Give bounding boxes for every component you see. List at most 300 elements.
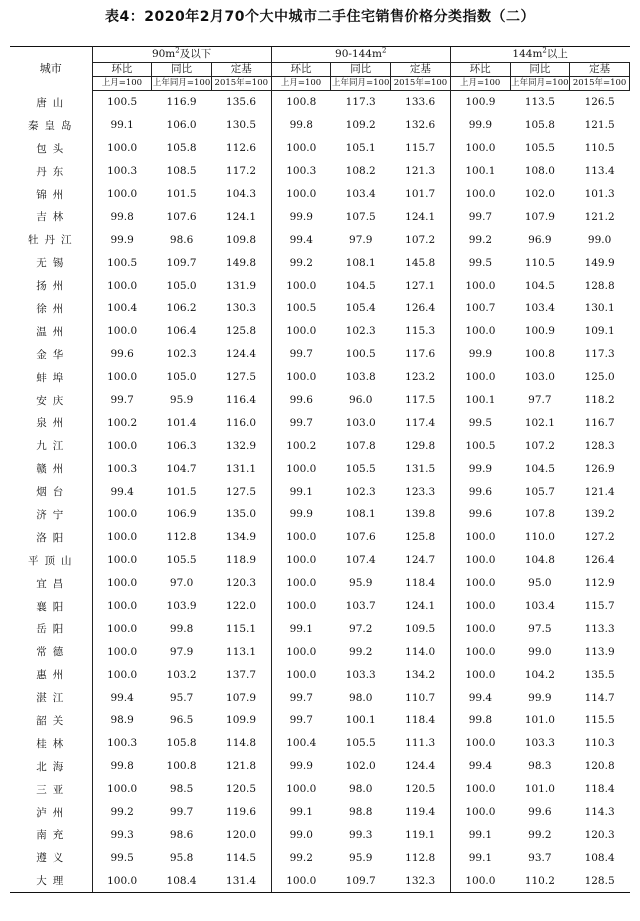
table-row — [10, 137, 630, 160]
index-value: 95.7 — [169, 691, 194, 704]
index-value: 100.0 — [271, 572, 331, 595]
index-value: 100.0 — [450, 183, 510, 206]
base-header: 2015年=100 — [570, 77, 630, 91]
index-value: 117.3 — [345, 96, 376, 109]
index-value: 110.0 — [524, 531, 555, 544]
metric-header: 同比 — [510, 63, 570, 77]
index-value: 100.0 — [450, 640, 510, 663]
index-value: 128.8 — [584, 279, 615, 292]
index-value: 125.8 — [226, 325, 257, 338]
index-value: 116.4 — [226, 394, 257, 407]
index-value: 103.8 — [345, 371, 376, 384]
index-value: 100.0 — [450, 732, 510, 755]
table-row — [10, 846, 630, 869]
base-header: 上月=100 — [450, 77, 510, 91]
index-value: 106.4 — [166, 325, 197, 338]
index-value: 100.0 — [450, 869, 510, 892]
city-name: 无锡 — [10, 251, 92, 274]
index-value: 99.5 — [450, 411, 510, 434]
index-value: 100.0 — [271, 595, 331, 618]
index-value: 98.0 — [349, 783, 373, 796]
index-value: 118.4 — [405, 714, 436, 727]
index-value: 100.2 — [92, 411, 152, 434]
index-value: 100.0 — [271, 183, 331, 206]
index-value: 100.0 — [450, 595, 510, 618]
table-row — [10, 228, 630, 251]
index-value: 99.8 — [92, 755, 152, 778]
index-value: 99.3 — [92, 824, 152, 847]
index-value: 98.5 — [169, 783, 194, 796]
index-value: 100.0 — [92, 183, 152, 206]
index-value: 118.4 — [405, 577, 436, 590]
city-name: 赣州 — [10, 457, 92, 480]
index-value: 125.0 — [584, 371, 615, 384]
index-value: 120.5 — [405, 783, 436, 796]
index-value: 99.9 — [450, 343, 510, 366]
index-value: 109.2 — [345, 119, 376, 132]
index-value: 126.9 — [584, 462, 615, 475]
table-row — [10, 434, 630, 457]
index-value: 114.5 — [226, 851, 257, 864]
index-value: 97.9 — [169, 645, 194, 658]
index-value: 130.3 — [226, 302, 257, 315]
index-value: 99.1 — [450, 824, 510, 847]
index-value: 99.7 — [271, 709, 331, 732]
city-name: 锦州 — [10, 183, 92, 206]
index-value: 95.9 — [169, 394, 194, 407]
index-value: 105.0 — [166, 371, 197, 384]
index-value: 99.2 — [271, 846, 331, 869]
index-value: 98.8 — [349, 806, 373, 819]
index-value: 109.1 — [584, 325, 615, 338]
table-row — [10, 778, 630, 801]
index-value: 99.1 — [271, 617, 331, 640]
index-value: 100.0 — [271, 366, 331, 389]
index-value: 114.0 — [405, 645, 436, 658]
index-value: 95.9 — [349, 851, 373, 864]
index-value: 100.0 — [92, 595, 152, 618]
index-value: 100.0 — [92, 434, 152, 457]
index-value: 99.5 — [92, 846, 152, 869]
table-row — [10, 160, 630, 183]
table-row — [10, 709, 630, 732]
base-header: 上年同月=100 — [152, 77, 212, 91]
index-value: 100.0 — [271, 320, 331, 343]
table-row — [10, 549, 630, 572]
index-value: 99.9 — [528, 691, 552, 704]
index-value: 132.9 — [226, 439, 257, 452]
index-value: 114.8 — [226, 737, 257, 750]
city-name: 秦皇岛 — [10, 114, 92, 137]
index-value: 100.0 — [271, 457, 331, 480]
index-value: 100.0 — [92, 778, 152, 801]
index-value: 110.2 — [510, 869, 570, 892]
index-value: 99.9 — [271, 503, 331, 526]
index-value: 121.3 — [405, 165, 436, 178]
metric-header: 同比 — [331, 63, 391, 77]
index-value: 99.2 — [349, 645, 373, 658]
index-value: 108.0 — [524, 165, 555, 178]
table-row — [10, 91, 630, 114]
index-value: 99.6 — [92, 343, 152, 366]
index-value: 105.1 — [345, 142, 376, 155]
index-value: 100.0 — [450, 663, 510, 686]
index-value: 99.7 — [92, 389, 152, 412]
table-row — [10, 411, 630, 434]
index-value: 100.0 — [92, 617, 152, 640]
table-row — [10, 617, 630, 640]
table-row — [10, 457, 630, 480]
index-value: 113.3 — [584, 622, 615, 635]
index-value: 120.0 — [226, 828, 257, 841]
index-value: 99.6 — [450, 480, 510, 503]
table-row — [10, 824, 630, 847]
index-value: 97.2 — [349, 622, 373, 635]
metric-header: 定基 — [211, 63, 271, 77]
index-value: 129.8 — [405, 439, 436, 452]
index-value: 97.0 — [169, 577, 194, 590]
city-name: 大理 — [10, 869, 92, 892]
index-value: 103.4 — [345, 188, 376, 200]
table-row — [10, 869, 630, 892]
index-value: 99.1 — [450, 846, 510, 869]
index-value: 98.3 — [528, 760, 552, 773]
index-value: 99.4 — [92, 480, 152, 503]
index-value: 119.1 — [405, 828, 436, 841]
index-value: 126.4 — [584, 554, 615, 567]
index-value: 99.0 — [271, 824, 331, 847]
city-name: 温州 — [10, 320, 92, 343]
index-value: 99.7 — [271, 686, 331, 709]
index-value: 105.8 — [524, 119, 555, 132]
index-value: 127.5 — [226, 485, 257, 498]
index-value: 118.2 — [584, 394, 615, 407]
index-value: 109.9 — [226, 714, 257, 727]
index-value: 131.1 — [226, 462, 257, 475]
index-value: 134.2 — [405, 668, 436, 681]
city-name: 包头 — [10, 137, 92, 160]
index-value: 99.9 — [450, 114, 510, 137]
table-row — [10, 114, 630, 137]
index-value: 112.8 — [405, 851, 436, 864]
table-row — [10, 640, 630, 663]
index-value: 145.8 — [405, 256, 436, 269]
index-value: 100.0 — [450, 801, 510, 824]
index-value: 128.5 — [570, 869, 630, 892]
index-value: 100.2 — [271, 434, 331, 457]
index-value: 123.2 — [405, 371, 436, 384]
index-value: 108.4 — [152, 869, 212, 892]
index-value: 99.7 — [450, 205, 510, 228]
index-value: 99.9 — [271, 205, 331, 228]
index-value: 134.9 — [226, 531, 257, 544]
index-value: 99.0 — [587, 233, 612, 246]
city-name: 牡丹江 — [10, 228, 92, 251]
index-value: 99.8 — [271, 114, 331, 137]
index-value: 127.1 — [405, 279, 436, 292]
index-value: 100.0 — [92, 526, 152, 549]
index-value: 121.5 — [584, 119, 615, 132]
table-row — [10, 320, 630, 343]
index-value: 98.6 — [169, 828, 194, 841]
index-value: 130.5 — [226, 119, 257, 132]
city-name: 遵义 — [10, 846, 92, 869]
index-value: 119.6 — [226, 806, 257, 819]
index-value: 99.8 — [169, 622, 194, 635]
index-value: 100.0 — [271, 137, 331, 160]
index-value: 117.6 — [405, 348, 436, 361]
index-value: 120.3 — [584, 828, 615, 841]
city-name: 吉林 — [10, 205, 92, 228]
index-value: 99.6 — [450, 503, 510, 526]
index-value: 100.5 — [92, 251, 152, 274]
index-value: 124.4 — [226, 348, 257, 361]
table-row — [10, 205, 630, 228]
index-value: 104.2 — [524, 668, 555, 681]
index-value: 113.1 — [226, 645, 257, 658]
index-value: 108.2 — [345, 165, 376, 178]
index-value: 139.8 — [405, 508, 436, 521]
index-value: 105.5 — [524, 142, 555, 155]
index-value: 97.5 — [528, 622, 552, 635]
index-value: 100.3 — [92, 457, 152, 480]
index-value: 124.1 — [226, 210, 257, 223]
index-value: 99.4 — [92, 686, 152, 709]
base-header: 上年同月=100 — [510, 77, 570, 91]
index-value: 103.3 — [345, 668, 376, 681]
index-value: 116.0 — [226, 416, 257, 429]
city-name: 桂林 — [10, 732, 92, 755]
index-value: 100.0 — [92, 572, 152, 595]
index-value: 109.7 — [331, 869, 391, 892]
index-value: 126.5 — [584, 96, 615, 109]
metric-header: 环比 — [450, 63, 510, 77]
index-value: 100.8 — [524, 348, 555, 361]
index-value: 124.4 — [405, 760, 436, 773]
index-value: 137.7 — [226, 668, 257, 681]
index-value: 100.0 — [92, 320, 152, 343]
index-value: 102.0 — [345, 760, 376, 773]
index-value: 100.7 — [450, 297, 510, 320]
index-value: 95.9 — [349, 577, 373, 590]
index-value: 125.8 — [405, 531, 436, 544]
index-value: 117.4 — [405, 416, 436, 429]
index-value: 102.3 — [166, 348, 197, 361]
index-value: 100.0 — [450, 274, 510, 297]
index-value: 98.0 — [349, 691, 373, 704]
city-name: 唐山 — [10, 91, 92, 114]
index-value: 99.9 — [92, 228, 152, 251]
index-value: 104.7 — [166, 462, 197, 475]
city-name: 济宁 — [10, 503, 92, 526]
city-name: 襄阳 — [10, 595, 92, 618]
table-row — [10, 480, 630, 503]
city-column-header: 城市 — [10, 47, 92, 91]
city-name: 扬州 — [10, 274, 92, 297]
index-value: 100.1 — [345, 714, 376, 727]
table-row — [10, 572, 630, 595]
index-value: 117.3 — [584, 348, 615, 361]
index-value: 121.8 — [226, 760, 257, 773]
city-name: 岳阳 — [10, 617, 92, 640]
base-header: 上月=100 — [271, 77, 331, 91]
index-value: 99.2 — [528, 828, 552, 841]
index-value: 100.0 — [271, 549, 331, 572]
group-header-large: $144m^2$以上 — [450, 47, 629, 63]
index-value: 114.3 — [584, 806, 615, 819]
index-value: 99.1 — [92, 114, 152, 137]
index-value: 115.1 — [226, 622, 257, 635]
index-value: 100.0 — [450, 320, 510, 343]
index-value: 103.0 — [345, 416, 376, 429]
index-value: 101.0 — [524, 783, 555, 796]
index-value: 100.4 — [271, 732, 331, 755]
index-value: 135.0 — [226, 508, 257, 521]
index-value: 93.7 — [528, 851, 552, 864]
index-value: 107.2 — [405, 233, 436, 246]
table-row — [10, 503, 630, 526]
index-value: 149.9 — [584, 256, 615, 269]
city-name: 泉州 — [10, 411, 92, 434]
index-value: 115.3 — [405, 325, 436, 338]
city-name: 蚌埠 — [10, 366, 92, 389]
index-value: 115.7 — [584, 600, 615, 613]
index-value: 113.5 — [524, 96, 555, 109]
city-name: 安庆 — [10, 389, 92, 412]
index-value: 104.5 — [524, 462, 555, 475]
index-value: 104.5 — [524, 279, 555, 292]
index-value: 132.6 — [405, 119, 436, 132]
index-value: 123.3 — [405, 485, 436, 498]
index-value: 102.1 — [524, 416, 555, 429]
city-name: 徐州 — [10, 297, 92, 320]
table-row — [10, 366, 630, 389]
index-value: 102.3 — [345, 325, 376, 338]
index-value: 99.8 — [92, 205, 152, 228]
index-value: 135.5 — [584, 668, 615, 681]
table-row — [10, 183, 630, 206]
index-value: 130.1 — [584, 302, 615, 315]
index-value: 99.9 — [450, 457, 510, 480]
group-header-medium: $90-144m^2$ — [271, 47, 450, 63]
index-value: 124.1 — [405, 600, 436, 613]
index-value: 100.0 — [92, 869, 152, 892]
index-value: 120.8 — [584, 760, 615, 773]
metric-header: 环比 — [92, 63, 152, 77]
index-value: 117.2 — [226, 165, 257, 178]
index-value: 99.6 — [271, 389, 331, 412]
index-value: 120.3 — [226, 577, 257, 590]
index-value: 109.8 — [226, 233, 257, 246]
index-value: 131.5 — [405, 462, 436, 475]
index-value: 107.6 — [345, 531, 376, 544]
city-name: 洛阳 — [10, 526, 92, 549]
index-value: 99.4 — [450, 755, 510, 778]
index-value: 112.6 — [226, 142, 257, 155]
index-value: 102.3 — [345, 485, 376, 498]
index-value: 97.7 — [528, 394, 552, 407]
index-value: 124.7 — [405, 554, 436, 567]
index-value: 100.0 — [92, 549, 152, 572]
index-value: 107.2 — [524, 439, 555, 452]
index-value: 100.0 — [271, 274, 331, 297]
index-value: 131.4 — [211, 869, 271, 892]
index-value: 100.8 — [166, 760, 197, 773]
index-value: 101.7 — [405, 188, 436, 200]
city-name: 泸州 — [10, 801, 92, 824]
city-name: 惠州 — [10, 663, 92, 686]
table-title: 表4：2020年2月70个大中城市二手住宅销售价格分类指数（二） — [105, 9, 535, 25]
base-header: 2015年=100 — [211, 77, 271, 91]
index-value: 122.0 — [226, 600, 257, 613]
index-value: 107.9 — [226, 691, 257, 704]
index-value: 118.9 — [226, 554, 257, 567]
table-row — [10, 389, 630, 412]
index-value: 110.5 — [524, 256, 555, 269]
index-value: 124.1 — [405, 210, 436, 223]
index-value: 128.3 — [584, 439, 615, 452]
index-value: 105.5 — [166, 554, 197, 567]
index-value: 118.4 — [584, 783, 615, 796]
index-value: 100.5 — [92, 91, 152, 114]
index-value: 103.7 — [345, 600, 376, 613]
index-value: 99.7 — [271, 343, 331, 366]
index-value: 133.6 — [405, 96, 436, 109]
index-value: 105.0 — [166, 279, 197, 292]
city-name: 北海 — [10, 755, 92, 778]
metric-header: 环比 — [271, 63, 331, 77]
index-value: 100.0 — [450, 366, 510, 389]
index-value: 121.4 — [584, 485, 615, 498]
index-value: 135.6 — [226, 96, 257, 109]
index-value: 126.4 — [405, 302, 436, 315]
index-value: 99.4 — [271, 228, 331, 251]
index-value: 100.4 — [92, 297, 152, 320]
index-value: 99.1 — [271, 480, 331, 503]
index-value: 100.0 — [92, 663, 152, 686]
table-header — [10, 47, 630, 91]
index-value: 100.0 — [92, 137, 152, 160]
index-value: 110.3 — [584, 737, 615, 750]
index-value: 116.9 — [166, 96, 197, 109]
index-value: 107.6 — [166, 210, 197, 223]
table-row — [10, 801, 630, 824]
index-value: 100.0 — [450, 549, 510, 572]
index-value: 103.4 — [524, 302, 555, 315]
index-value: 107.9 — [524, 210, 555, 223]
price-index-table — [10, 46, 630, 893]
index-value: 100.0 — [450, 617, 510, 640]
index-value: 100.9 — [450, 91, 510, 114]
index-value: 115.5 — [584, 714, 615, 727]
base-header: 上月=100 — [92, 77, 152, 91]
index-value: 99.9 — [271, 755, 331, 778]
index-value: 99.7 — [271, 411, 331, 434]
index-value: 100.9 — [524, 325, 555, 338]
index-value: 100.5 — [450, 434, 510, 457]
city-name: 常德 — [10, 640, 92, 663]
index-value: 103.4 — [524, 600, 555, 613]
index-value: 99.5 — [450, 251, 510, 274]
table-row — [10, 297, 630, 320]
index-value: 99.0 — [528, 645, 552, 658]
index-value: 107.8 — [345, 439, 376, 452]
index-value: 100.0 — [271, 778, 331, 801]
index-value: 100.3 — [271, 160, 331, 183]
city-name: 平顶山 — [10, 549, 92, 572]
index-value: 114.7 — [584, 691, 615, 704]
index-value: 100.0 — [92, 274, 152, 297]
